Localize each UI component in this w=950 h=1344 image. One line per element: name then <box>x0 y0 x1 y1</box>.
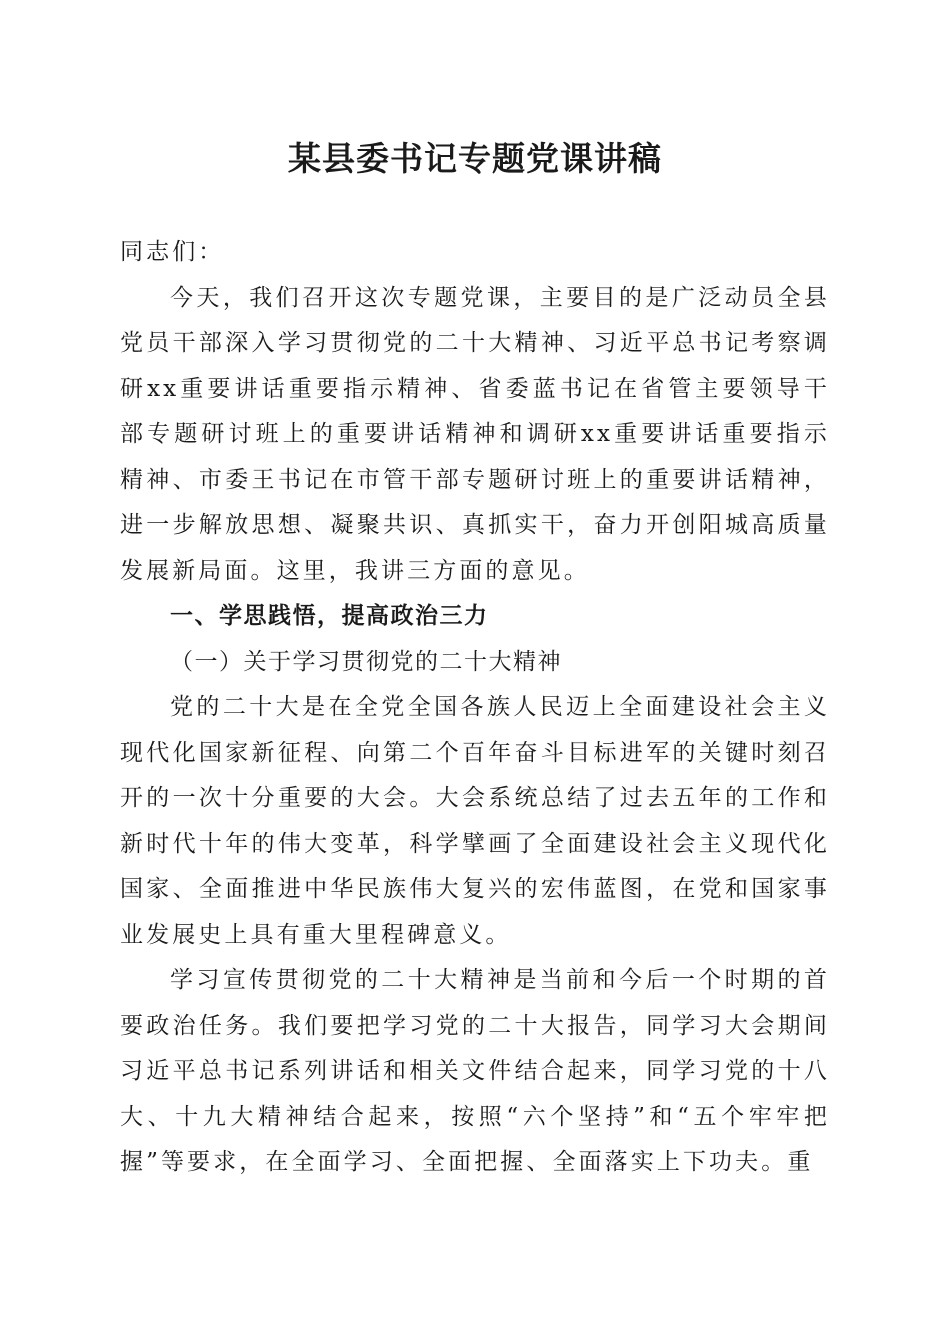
document-body <box>120 230 830 1186</box>
salutation: 同志们： <box>120 239 225 265</box>
document-title: 某县委书记专题党课讲稿 <box>288 139 662 178</box>
section-heading-1: 一、学思践悟，提高政治三力 <box>170 603 489 629</box>
subsection-heading-1: （一）关于学习贯彻党的二十大精神 <box>170 648 562 675</box>
body-paragraph-1: 党的二十大是在全党全国各族人民迈上全面建设社会主义现代化国家新征程、向第二个百年奋斗目标进军的关键时刻召开的一次十分重要的大会。大会系统总结了过去五年的工作和新时代十年的伟大变革，科学擘画了全面建设社会主义现代化国家、全面推进中华民族伟大复兴的宏伟蓝图，在党和国家事业发展史上具有重大里程碑意义。 <box>120 694 830 948</box>
intro-paragraph: 今天，我们召开这次专题党课，主要目的是广泛动员全县党员干部深入学习贯彻党的二十大精神、习近平总书记考察调研xx重要讲话重要指示精神、省委蓝书记在省管主要领导干部专题研讨班上的重要讲话精神和调研xx重要讲话重要指示精神、市委王书记在市管干部专题研讨班上的重要讲话精神，进一步解放思想、凝聚共识、真抓实干，奋力开创阳城高质量发展新局面。这里，我讲三方面的意见。 <box>120 284 830 584</box>
body-paragraph-2: 学习宣传贯彻党的二十大精神是当前和今后一个时期的首要政治任务。我们要把学习党的二十大报告，同学习大会期间习近平总书记系列讲话和相关文件结合起来，同学习党的十八大、十九大精神结合起来，按照“六个坚持”和“五个牢牢把握”等要求，在全面学习、全面把握、全面落实上下功夫。重 <box>120 967 830 1175</box>
